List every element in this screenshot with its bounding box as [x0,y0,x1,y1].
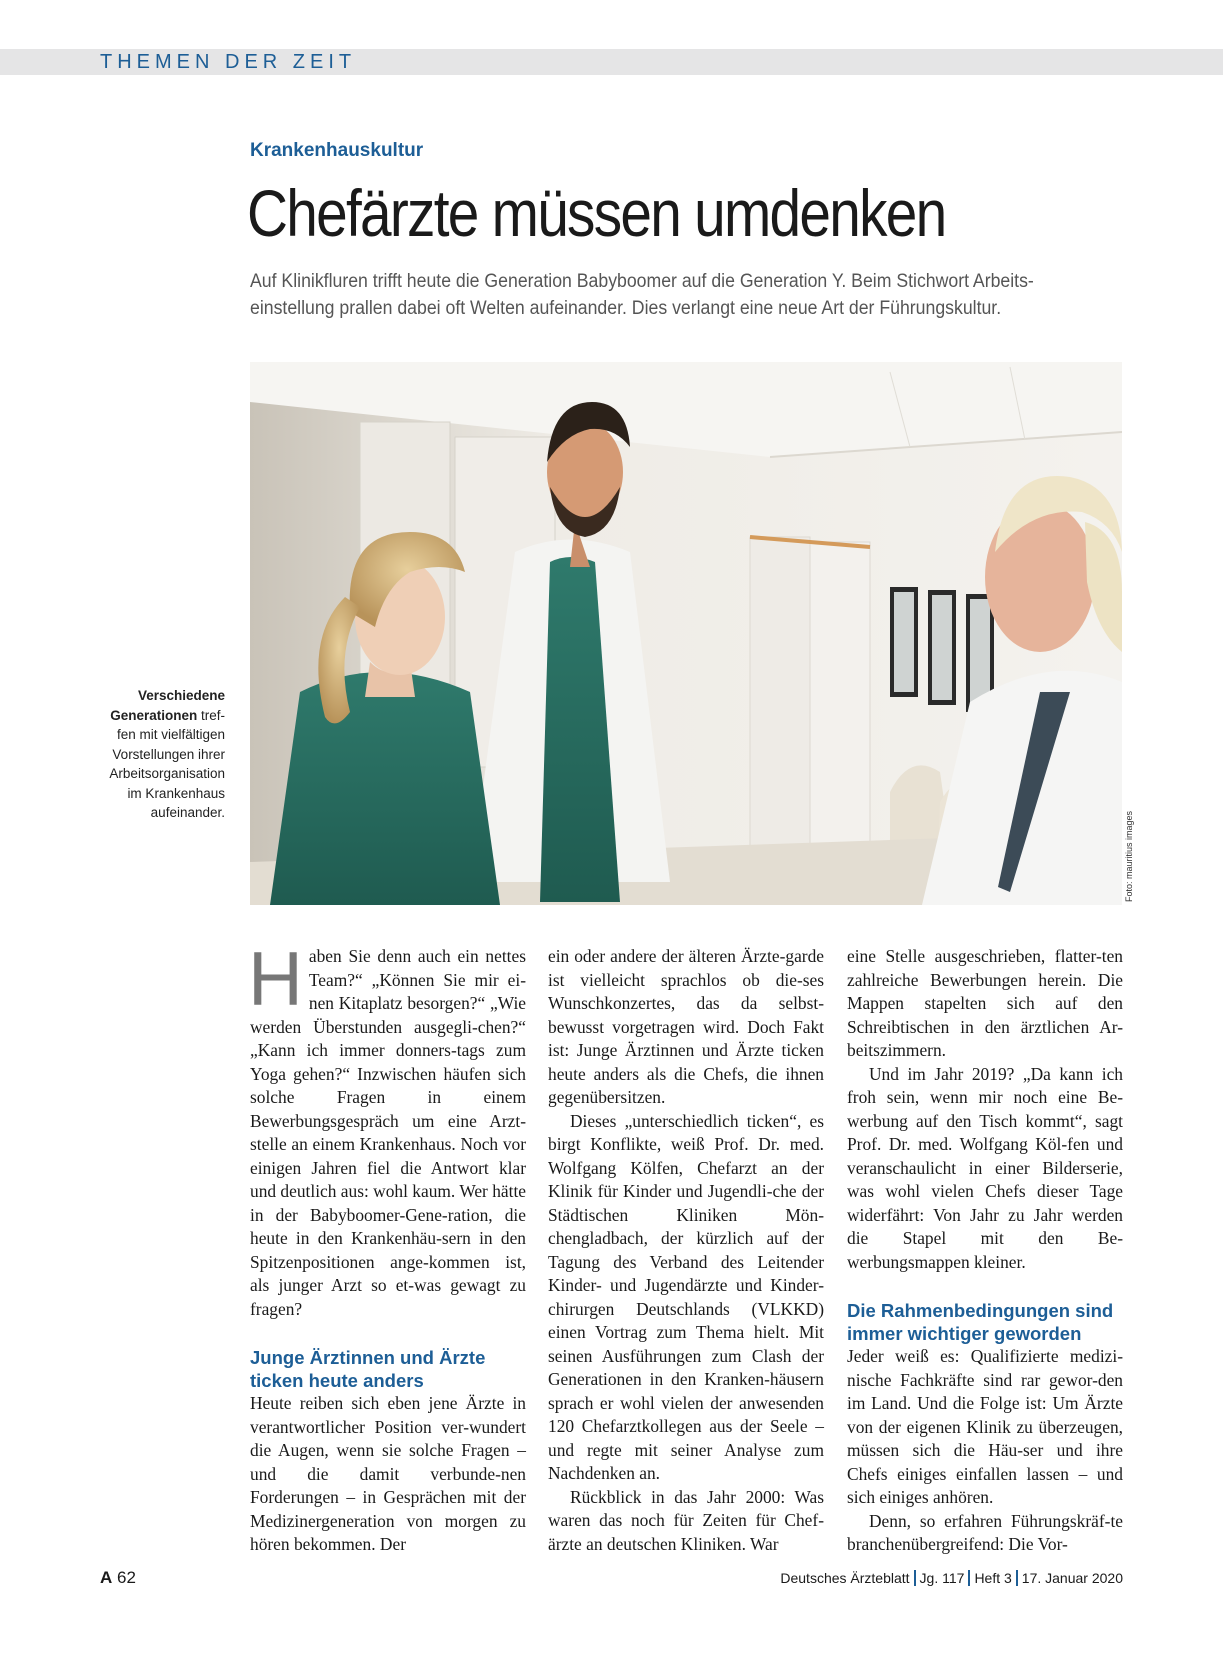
photo-caption [92,686,225,823]
col2-paragraph-1: ein oder andere der älteren Ärzte-garde ist vielleicht sprachlos ob die-ses Wunschkonzertes, das da selbst-bewusst vorgetragen wird. Doch Fakt ist: Junge Ärztinnen und Ärzte ticken heute anders als die Chefs, die ihnen gegenübersitzen. [548,946,824,1107]
body-column-3 [847,945,1123,1557]
col3-paragraph-2: Und im Jahr 2019? „Da kann ich froh sein, wenn mir noch eine Be-werbung auf den Tisch kommt“, sagt Prof. Dr. med. Wolfgang Köl-fen und veranschaulicht in einer Bilderserie, was wohl vielen Chefs dieser Tage widerfährt: Von Jahr zu Jahr werden die Stapel mit den Be-werbungsmappen kleiner. [847,1063,1123,1272]
col2-paragraph-3: Rückblick in das Jahr 2000: Was waren das noch für Zeiten für Chef-ärzte an deutschen Kliniken. War [548,1486,824,1554]
page-number [100,1568,136,1588]
body-column-1 [248,937,526,1557]
article-headline: Chefärzte müssen umdenken [247,176,946,250]
col3-paragraph-3: Jeder weiß es: Qualifizierte medizi-nische Fachkräfte sind rar gewor-den im Land. Und die Folge ist: Um Ärzte von der eigenen Klinik zu überzeugen, müssen sich die Häu-ser und ihre Chefs einiges einfallen lassen – und sich einiges anhören. [847,1346,1123,1507]
footer-separator [1016,1570,1018,1586]
col1-paragraph-2: Heute reiben sich eben jene Ärzte in verantwortlicher Position ver-wundert die Augen, wenn sie solche Fragen – und die damit verbunde-nen Forderungen – in Gesprächen mit der Medizinergeneration von morgen zu hören bekommen. Der [250,1393,526,1554]
footer-separator [968,1570,970,1586]
page-number-value: 62 [117,1568,136,1587]
col3-paragraph-4: Denn, so erfahren Führungskräf-te branchenübergreifend: Die Vor- [847,1510,1123,1554]
drop-cap: H [248,937,303,1022]
footer-separator [914,1570,916,1586]
teaser-line-2: einstellung prallen dabei oft Welten aufeinander. Dies verlangt eine neue Art der Führungskultur. [250,298,1002,319]
subheading-1: Junge Ärztinnen und Ärzte ticken heute anders [250,1347,486,1391]
col2-paragraph-2: Dieses „unterschiedlich ticken“, es birgt Konflikte, weiß Prof. Dr. med. Wolfgang Kölfen, Chefarzt an der Klinik für Kinder und Jugendli-che der Städtischen Kliniken Mön-chengladbach, der kürzlich auf der Tagung des Verband des Leitender Kinder- und Jugendärzte und Kinder-chirurgen Deutschlands (VLKKD) einen Vortrag zum Thema hielt. Mit seinen Ausführungen zum Clash der Generationen in den Kranken-häusern sprach er wohl vielen der anwesenden 120 Chefarztkollegen aus der Seele – und regte mit seiner Analyse zum Nachdenken an. [548,1110,824,1483]
col1-paragraph-1: aben Sie denn auch ein nettes Team?“ „Können Sie mir ei-nen Kitaplatz besorgen?“ „Wie werden Überstunden ausgegli-chen?“ „Kann ich immer donners-tags zum Yoga gehen?“ Inzwischen häufen sich solche Fragen in einem Bewerbungsgespräch um eine Arzt-stelle an einem Krankenhaus. Noch vor einigen Jahren fiel die Antwort klar und deutlich aus: wohl kaum. Wer hätte in der Babyboomer-Gene-ration, die heute in den Krankenhäu-sern in den Spitzenpositionen ange-kommen ist, als junger Arzt so et-was gewagt zu fragen? [250,946,526,1319]
caption-text: tref-fen mit vielfältigen Vorstellungen ihrer Arbeitsorganisation im Krankenhaus aufeinander. [109,707,225,820]
body-column-2 [548,945,824,1556]
caption-bold: Verschiedene Generationen [110,688,225,723]
article-photo [250,362,1122,905]
article-kicker: Krankenhauskultur [250,140,424,161]
subheading-2: Die Rahmenbedingungen sind immer wichtiger geworden [847,1300,1114,1344]
article-teaser [250,268,1120,322]
journal-issue: Heft 3 [974,1570,1012,1586]
page-prefix: A [100,1568,113,1587]
teaser-line-1: Auf Klinikfluren trifft heute die Generation Babyboomer auf die Generation Y. Beim Stichwort Arbeits- [250,271,1034,292]
journal-date: 17. Januar 2020 [1021,1570,1123,1586]
journal-info [780,1570,1123,1586]
section-rubric: THEMEN DER ZEIT [100,51,357,73]
col3-paragraph-1: eine Stelle ausgeschrieben, flatter-ten zahlreiche Bewerbungen herein. Die Mappen stapelten sich auf den Schreibtischen in den ärztlichen Ar-beitszimmern. [847,946,1123,1060]
journal-name: Deutsches Ärzteblatt [780,1570,910,1586]
journal-volume: Jg. 117 [919,1570,965,1586]
photo-credit: Foto: mauritius images [1124,810,1134,902]
